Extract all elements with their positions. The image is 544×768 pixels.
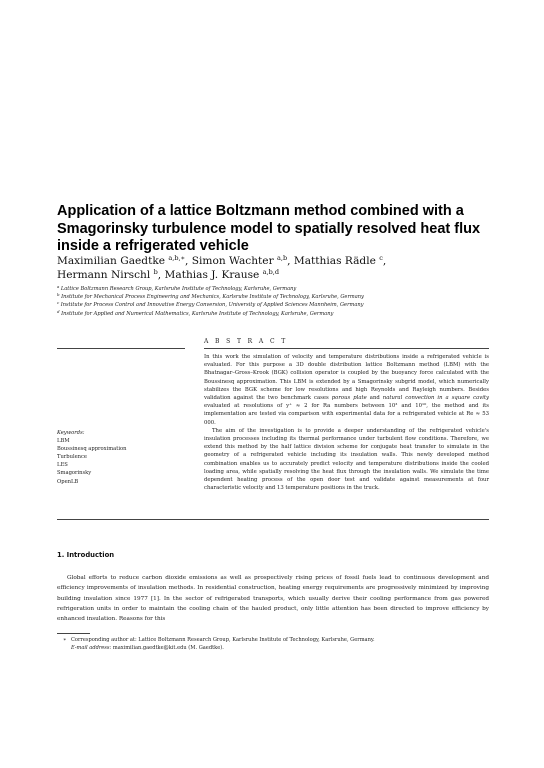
keyword: Boussinesq approximation bbox=[57, 446, 127, 453]
affiliation bbox=[57, 293, 497, 301]
author-name: Mathias J. Krause bbox=[164, 268, 260, 281]
keywords-block bbox=[57, 429, 187, 486]
author-affiliation-mark: c bbox=[379, 254, 383, 262]
abstract-body bbox=[204, 353, 489, 492]
keyword: LBM bbox=[57, 438, 70, 445]
keyword: Smagorinsky bbox=[57, 470, 92, 477]
author-affiliation-mark: a,b,∗ bbox=[168, 254, 185, 262]
affiliation bbox=[57, 285, 497, 293]
keywords-top-rule bbox=[57, 348, 185, 349]
affiliation-list bbox=[57, 285, 497, 318]
abstract-text: and bbox=[369, 395, 380, 402]
author-name: Simon Wachter bbox=[191, 255, 274, 267]
footnote-rule bbox=[57, 633, 90, 634]
footnote-star: ∗ bbox=[63, 637, 67, 643]
author-affiliation-mark: b bbox=[153, 267, 158, 276]
affiliation-mark: d bbox=[57, 308, 60, 314]
title-line: Smagorinsky turbulence model to spatially resolved heat flux bbox=[57, 220, 481, 237]
affiliation bbox=[57, 310, 497, 318]
footnote-text: Corresponding author at: Lattice Boltzmann Research Group, Karlsruhe Institute of Technology, Karlsruhe, Germany. bbox=[71, 637, 375, 643]
affiliation-text: Lattice Boltzmann Research Group, Karlsruhe Institute of Technology, Karlsruhe, Germany bbox=[60, 286, 297, 292]
author-list bbox=[57, 255, 477, 282]
affiliation-mark: b bbox=[57, 292, 60, 298]
affiliation-text: Institute for Applied and Numerical Mathematics, Karlsruhe Institute of Technology, Karlsruhe, Germany bbox=[61, 310, 334, 317]
affiliation-text: Institute for Process Control and Innovative Energy Conversion, University of Applied Sciences Mannheim, Germany bbox=[60, 302, 364, 309]
author-name: Hermann Nirschl bbox=[57, 268, 151, 281]
abstract-bottom-rule bbox=[57, 519, 489, 520]
intro-paragraph: Global efforts to reduce carbon dioxide emissions as well as prospectively rising prices of fossil fuels lead to continuous development and efficiency improvements of insulation methods. In residential construction, heating energy requirements are progressively minimized by improving building insulation since 1977 [1]. In the sector of refrigerated transports, which usually derive their cooling performance from gas powered refrigeration units in order to maintain the cooling chain of the hauled product, only little attention has been directed to improve efficiency by enhanced insulation. Reasons for this bbox=[57, 575, 489, 623]
title-line: inside a refrigerated vehicle bbox=[57, 238, 249, 255]
abstract-top-rule bbox=[204, 348, 489, 349]
keywords-heading: Keywords: bbox=[57, 430, 85, 436]
affiliation bbox=[57, 301, 497, 309]
keyword: LES bbox=[57, 462, 68, 469]
affiliation-mark: a bbox=[57, 284, 60, 289]
abstract-heading: A B S T R A C T bbox=[204, 338, 288, 345]
affiliation-text: Institute for Mechanical Process Engineering and Mechanics, Karlsruhe Institute of Technology, Karlsruhe, Germany bbox=[61, 294, 364, 301]
footnote-email: maximilian.gaedtke@kit.edu (M. Gaedtke). bbox=[112, 645, 224, 652]
author-line: Hermann Nirschl $^b$, Mathias J. Krause $^{a,b,d}$ bbox=[57, 267, 279, 281]
abstract-emphasis: porous plate bbox=[331, 395, 367, 402]
footnote-email-line bbox=[63, 644, 483, 652]
footnote bbox=[63, 636, 483, 653]
title-line: Application of a lattice Boltzmann method combined with a bbox=[57, 203, 464, 219]
abstract-text: In this work the simulation of velocity and temperature distributions inside a refrigerated vehicle is evaluated. For this purpose a 3D double distribution lattice Boltzmann method (LBM) with the Bhatnagar–Gross–Krook (BGK) collision operator is coupled by the buoyancy force calculated with the Boussinesq approximation. This LBM is extended by a Smagorinsky subgrid model, which numerically stabilizes the BGK scheme for low resolutions and high Reynolds and Rayleigh numbers. Besides validation against the two benchmark cases bbox=[204, 354, 489, 402]
abstract-text: evaluated at resolutions of y⁺ ≈ 2 for Ra numbers between 10³ and 10¹⁰, the method and its implementation are tested via comparison with experimental data for a refrigerated vehicle at Re ≈ 53 000. bbox=[204, 403, 489, 426]
footnote-corresponding bbox=[63, 636, 483, 644]
author-affiliation-mark: a,b,d bbox=[262, 267, 279, 276]
abstract-emphasis: natural convection in a square cavity bbox=[382, 395, 490, 402]
author-name: Maximilian Gaedtke bbox=[57, 255, 166, 267]
keyword: Turbulence bbox=[57, 454, 87, 461]
keyword: OpenLB bbox=[57, 478, 79, 485]
author-name: Matthias Rädle bbox=[293, 255, 376, 267]
section-heading: 1. Introduction bbox=[57, 551, 115, 559]
author-line: Maximilian Gaedtke $^{a,b,∗}$, Simon Wachter $^{a,b}$, Matthias Rädle $^c$, bbox=[57, 254, 387, 267]
affiliation-mark: c bbox=[57, 300, 60, 306]
paper-title bbox=[57, 203, 481, 256]
abstract-paragraph bbox=[204, 353, 489, 427]
author-affiliation-mark: a,b bbox=[277, 254, 288, 262]
abstract-paragraph: The aim of the investigation is to provide a deeper understanding of the refrigerated vehicle's insulation processes including its thermal performance under turbulent flow conditions. Therefore, we extend this method by the half lattice division scheme for conjugate heat transfer to simulate in the geometry of a refrigerated vehicle including its insulation walls. This newly developed method combination enables us to accurately predict velocity and temperature distributions inside the cooled loading area, while spatially resolving the heat flux through the insulation walls. We simulate the time dependent heating process of the open door test and validate against measurements at four characteristic velocity and 13 temperature positions in the truck. bbox=[204, 427, 489, 492]
footnote-email-label: E-mail address: bbox=[71, 645, 112, 652]
